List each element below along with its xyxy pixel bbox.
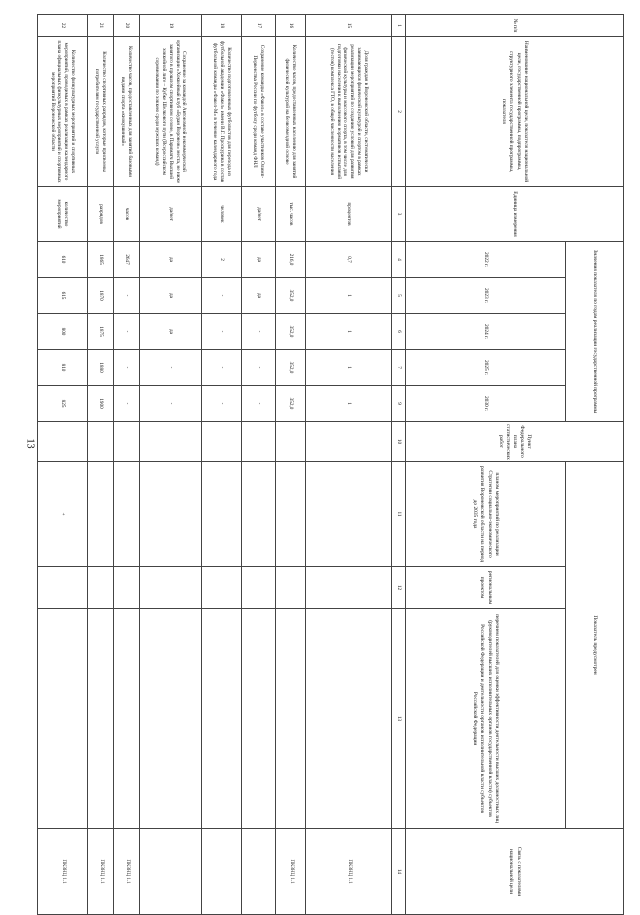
column-number: 3 bbox=[392, 187, 406, 242]
value-2030: - bbox=[242, 386, 276, 422]
value-2025: - bbox=[242, 350, 276, 386]
value-2022: 610 bbox=[38, 242, 88, 278]
strategy bbox=[88, 462, 114, 567]
efficiency bbox=[114, 609, 140, 829]
efficiency bbox=[242, 609, 276, 829]
plan-item bbox=[202, 422, 242, 462]
value-2023: 1 bbox=[306, 278, 392, 314]
row-name: Количество часов, предоставленных для занятий базовыми видами спорта «киокушинкай» bbox=[114, 37, 140, 187]
value-2030: - bbox=[140, 386, 202, 422]
value-2024: 800 bbox=[38, 314, 88, 350]
link-code: ПКЗНЦ 1.1 bbox=[306, 829, 392, 915]
header-year: 2022 г. bbox=[406, 242, 566, 278]
table-row bbox=[88, 15, 114, 915]
value-2022: да bbox=[242, 242, 276, 278]
table-row bbox=[242, 15, 276, 915]
header-strategy: планом мероприятий по реализации Стратегии социально-экономического развития Воронежской области на период до 2035 года bbox=[406, 462, 566, 567]
plan-item bbox=[242, 422, 276, 462]
strategy bbox=[114, 462, 140, 567]
header-num: № п/п bbox=[406, 15, 624, 37]
row-name: Количество подготовленных футболистов для перехода из футбольной академии «Факел» имени В.Г. Проскурина в состав футбольной команды «Факел-М» в течение календарного года bbox=[202, 37, 242, 187]
strategy bbox=[276, 462, 306, 567]
row-num: 22 bbox=[38, 15, 88, 37]
value-2024: - bbox=[114, 314, 140, 350]
value-2024: да bbox=[140, 314, 202, 350]
column-number: 12 bbox=[392, 567, 406, 609]
header-efficiency-list: перечнем показателей для оценки эффективности деятельности высших должностных лиц (руководителей высших исполнительных органов государственной власти) субъектов Российской Федерации и деятельности органов исполнительной власти субъектов Российской Федерации bbox=[406, 609, 566, 829]
value-2023: - bbox=[202, 278, 242, 314]
table-row bbox=[276, 15, 306, 915]
regional-project bbox=[202, 567, 242, 609]
link-code bbox=[140, 829, 202, 915]
header-plan-item: Пункт Федерального плана статистических работ bbox=[406, 422, 624, 462]
value-2023: - bbox=[114, 278, 140, 314]
header-year: 2024 г. bbox=[406, 314, 566, 350]
link-code: ПКЗНЦ 1.1 bbox=[38, 829, 88, 915]
value-2022: да bbox=[140, 242, 202, 278]
row-name: Сохранение команды «Факел» в составе участников Олимп-Первенства России по футболу среди команд ФНЛ bbox=[242, 37, 276, 187]
efficiency bbox=[202, 609, 242, 829]
value-2030: 352,0 bbox=[276, 386, 306, 422]
value-2030: 1900 bbox=[88, 386, 114, 422]
header-year: 2023 г. bbox=[406, 278, 566, 314]
efficiency bbox=[38, 609, 88, 829]
regional-project bbox=[88, 567, 114, 609]
efficiency bbox=[88, 609, 114, 829]
value-2025: 352,0 bbox=[276, 350, 306, 386]
table-row bbox=[140, 15, 202, 915]
strategy bbox=[242, 462, 276, 567]
value-2030: 1 bbox=[306, 386, 392, 422]
link-code: ПКЗНЦ 1.1 bbox=[88, 829, 114, 915]
indicators-table bbox=[37, 14, 624, 915]
row-num: 17 bbox=[242, 15, 276, 37]
row-name: Количество физкультурных мероприятий и спортивных мероприятий, проводимых в рамках реализации календарного плана официальных физкультурных мероприятий и спортивных мероприятий Воронежской области bbox=[38, 37, 88, 187]
value-2022: 2 bbox=[202, 242, 242, 278]
value-2024: 1875 bbox=[88, 314, 114, 350]
regional-project bbox=[38, 567, 88, 609]
row-unit: тыс. часов bbox=[276, 187, 306, 242]
link-code bbox=[242, 829, 276, 915]
column-number: 5 bbox=[392, 278, 406, 314]
header-link: Связь с показателями национальной цели bbox=[406, 829, 624, 915]
value-2023: 352,0 bbox=[276, 278, 306, 314]
plan-item bbox=[114, 422, 140, 462]
link-code: ПКЗНЦ 1.1 bbox=[114, 829, 140, 915]
row-name: Доля граждан в Воронежской области, систематически занимающихся физической культурой и спортом в рамках реализации мероприятий по созданию условий для развития физической культуры и массового спорта, в том числе для подготовки населения к выполнению нормативов испытаний (тестов) комплекса ГТО, в общей численности населения bbox=[306, 37, 392, 187]
column-number: 13 bbox=[392, 609, 406, 829]
row-num: 18 bbox=[202, 15, 242, 37]
header-year: 2025 г. bbox=[406, 350, 566, 386]
value-2030: - bbox=[114, 386, 140, 422]
header-year: 2030 г. bbox=[406, 386, 566, 422]
value-2022: 216,0 bbox=[276, 242, 306, 278]
plan-item bbox=[140, 422, 202, 462]
value-2025: 810 bbox=[38, 350, 88, 386]
regional-project bbox=[140, 567, 202, 609]
efficiency bbox=[306, 609, 392, 829]
row-num: 20 bbox=[114, 15, 140, 37]
link-code bbox=[202, 829, 242, 915]
row-unit: часов bbox=[114, 187, 140, 242]
column-number: 6 bbox=[392, 314, 406, 350]
header-unit: Единица измерения bbox=[406, 187, 624, 242]
row-num: 16 bbox=[276, 15, 306, 37]
plan-item bbox=[38, 422, 88, 462]
header-regional-project: региональным проектом bbox=[406, 567, 566, 609]
row-unit: процентов bbox=[306, 187, 392, 242]
row-num: 15 bbox=[306, 15, 392, 37]
value-2024: - bbox=[242, 314, 276, 350]
value-2030: 825 bbox=[38, 386, 88, 422]
column-number: 14 bbox=[392, 829, 406, 915]
value-2025: 1 bbox=[306, 350, 392, 386]
row-num: 21 bbox=[88, 15, 114, 37]
regional-project bbox=[306, 567, 392, 609]
plan-item bbox=[306, 422, 392, 462]
strategy bbox=[140, 462, 202, 567]
row-name: Сохранение за командой Автономной некоммерческой организации «Хоккейный клуб «Буран Воронеж» места, не ниже занятого в прошлом спортивном сезоне, в Париматч Высшей хоккейной лиге – Кубке Шелкового пути (Всероссийском соревновании по хоккею среди мужских команд) bbox=[140, 37, 202, 187]
regional-project bbox=[114, 567, 140, 609]
plan-item bbox=[88, 422, 114, 462]
row-unit: да/нет bbox=[140, 187, 202, 242]
value-2025: - bbox=[140, 350, 202, 386]
efficiency bbox=[140, 609, 202, 829]
strategy: + bbox=[38, 462, 88, 567]
table-row bbox=[306, 15, 392, 915]
link-code: ПКЗНЦ 1.1 bbox=[276, 829, 306, 915]
row-unit: человек bbox=[202, 187, 242, 242]
regional-project bbox=[276, 567, 306, 609]
row-unit: разрядов bbox=[88, 187, 114, 242]
page-number: 13 bbox=[24, 438, 36, 449]
efficiency bbox=[276, 609, 306, 829]
table-row bbox=[38, 15, 88, 915]
value-2030: - bbox=[202, 386, 242, 422]
table-row bbox=[202, 15, 242, 915]
row-unit: да/нет bbox=[242, 187, 276, 242]
value-2025: - bbox=[114, 350, 140, 386]
value-2023: да bbox=[140, 278, 202, 314]
header-values-group: Значения показателя по годам реализации государственной программы bbox=[566, 242, 624, 422]
value-2025: - bbox=[202, 350, 242, 386]
value-2025: 1880 bbox=[88, 350, 114, 386]
row-name: Количество спортивных разрядов, которые присвоены потребителям государственной услуги bbox=[88, 37, 114, 187]
header-name: Наименование национальной цели, показателя национальной цели, государственной программы, подпрограммы, структурного элемента государственной программы, показателя bbox=[406, 37, 624, 187]
column-number: 10 bbox=[392, 422, 406, 462]
column-number: 9 bbox=[392, 386, 406, 422]
value-2022: 2647 bbox=[114, 242, 140, 278]
value-2023: 615 bbox=[38, 278, 88, 314]
column-number: 2 bbox=[392, 37, 406, 187]
row-name: Количество часов, предоставленных населению для занятий физической культурой на безвозмездной основе bbox=[276, 37, 306, 187]
column-number: 4 bbox=[392, 242, 406, 278]
rotated-table-container bbox=[49, 14, 624, 897]
value-2024: 352,0 bbox=[276, 314, 306, 350]
value-2024: 1 bbox=[306, 314, 392, 350]
column-number: 11 bbox=[392, 462, 406, 567]
header-indicators-group: Показатель предусмотрен bbox=[566, 462, 624, 829]
value-2022: 1865 bbox=[88, 242, 114, 278]
table-row bbox=[114, 15, 140, 915]
regional-project bbox=[242, 567, 276, 609]
strategy bbox=[202, 462, 242, 567]
value-2024: - bbox=[202, 314, 242, 350]
value-2022: 0,7 bbox=[306, 242, 392, 278]
strategy bbox=[306, 462, 392, 567]
value-2023: 1870 bbox=[88, 278, 114, 314]
plan-item bbox=[276, 422, 306, 462]
column-number: 1 bbox=[392, 15, 406, 37]
column-number: 7 bbox=[392, 350, 406, 386]
row-num: 19 bbox=[140, 15, 202, 37]
row-unit: количество мероприятий bbox=[38, 187, 88, 242]
value-2023: да bbox=[242, 278, 276, 314]
